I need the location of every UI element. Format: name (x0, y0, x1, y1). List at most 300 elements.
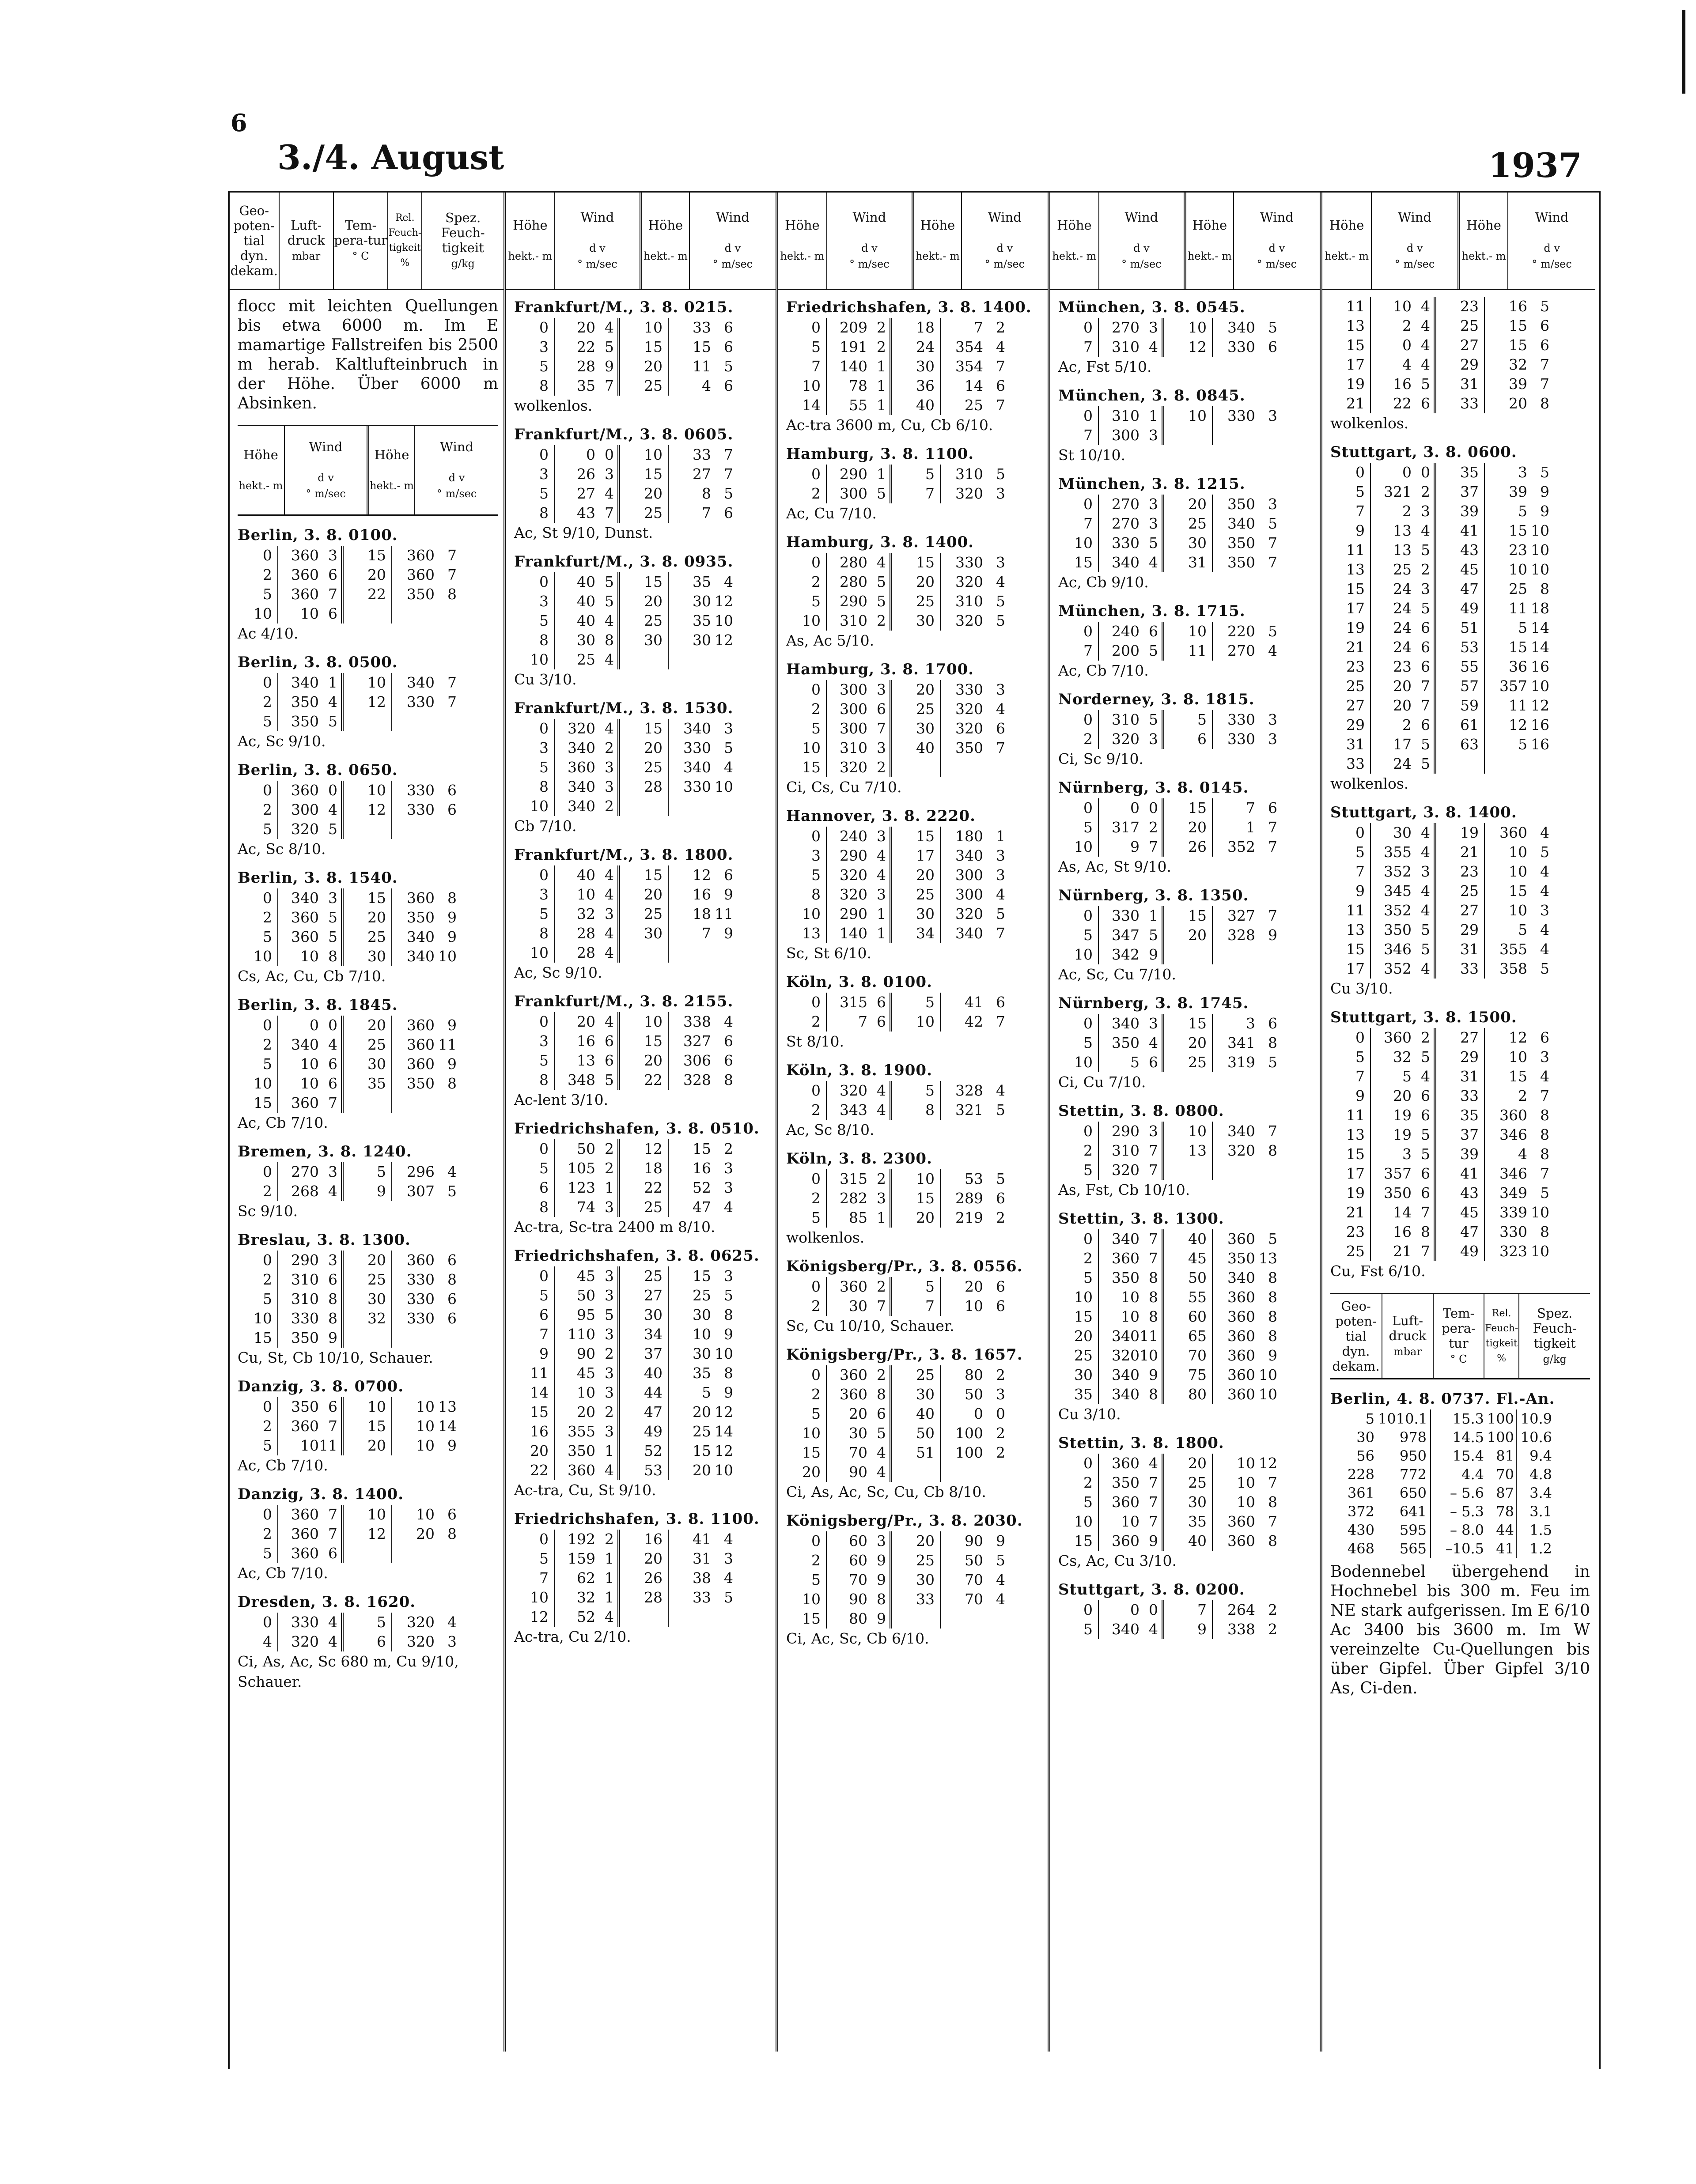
wind-row (514, 1461, 770, 1480)
wind-cell: 7 (1268, 534, 1277, 552)
wind-cell: 25 (693, 1423, 711, 1440)
wind-cell: 7 (996, 358, 1005, 375)
wind-cell: 10 (1531, 1243, 1549, 1260)
wind-cell: 90 (849, 1591, 867, 1608)
wind-cell: 10 (1509, 1048, 1527, 1066)
wind-cell: 0 (996, 1405, 1005, 1422)
wind-cell: 50 (965, 1386, 983, 1403)
station-title: Berlin, 3. 8. 1540. (238, 869, 398, 887)
cloud-note: Cu 3/10. (1330, 980, 1393, 997)
station-block (786, 1344, 1042, 1502)
station-title: Königsberg/Pr., 3. 8. 0556. (786, 1258, 1023, 1275)
wind-cell: 5 (595, 572, 620, 592)
wind-cell: 63 (1436, 735, 1485, 754)
wind-cell: 4 (595, 1607, 620, 1627)
wind-cell: 4 (1540, 1068, 1549, 1085)
station-title: Berlin, 3. 8. 0500. (238, 654, 398, 671)
cloud-note: Ac, Cu 7/10. (786, 505, 877, 522)
column-3 (778, 193, 1048, 2052)
wind-cell: 321 (1384, 483, 1412, 500)
wind-cell: 320 (840, 1082, 867, 1099)
wind-cell: 52 (577, 1608, 595, 1625)
station-block (1058, 1100, 1314, 1200)
ascent-cell: 650 (1378, 1484, 1431, 1502)
wind-row (786, 904, 1042, 924)
wind-cell: 10 (1237, 1493, 1255, 1511)
wind-cell: 3 (996, 847, 1005, 864)
wind-cell: 43 (1436, 1183, 1485, 1203)
wind-cell: 10 (715, 1462, 733, 1479)
wind-cell: 4 (238, 1632, 278, 1651)
ascent-row (1330, 1428, 1590, 1447)
wind-cell (392, 1328, 435, 1348)
wind-cell: 0 (319, 1016, 344, 1035)
wind-cell: 37 (1436, 482, 1485, 502)
wind-cell (892, 1609, 941, 1629)
station-title: Königsberg/Pr., 3. 8. 1657. (786, 1346, 1023, 1364)
wind-cell: 9 (319, 1328, 344, 1348)
wind-cell: 5 (319, 712, 344, 731)
wind-cell: 350 (955, 739, 983, 756)
wind-cell: 1 (595, 1178, 620, 1198)
wind-cell: 50 (892, 1424, 941, 1443)
wind-row (514, 924, 770, 943)
wind-cell: 30 (1164, 1493, 1213, 1512)
wind-cell: 5 (786, 719, 827, 738)
wind-cell: 0 (786, 827, 827, 846)
wind-cell: 7 (1164, 1600, 1213, 1620)
wind-cell: 40 (1164, 1531, 1213, 1551)
wind-cell: 7 (514, 1568, 555, 1588)
column-header-wind (1322, 193, 1595, 290)
wind-cell: 5 (786, 1404, 827, 1424)
ascent-cell: 30 (1356, 1429, 1374, 1446)
wind-cell: 3 (1412, 862, 1436, 881)
wind-cell: 25 (1436, 316, 1485, 336)
wind-cell: 10 (1237, 1455, 1255, 1472)
wind-row (1058, 906, 1314, 926)
wind-cell: 7 (702, 925, 711, 942)
cloud-note: Ac, Sc 9/10. (238, 733, 326, 750)
wind-cell: 10 (715, 1345, 733, 1362)
wind-cell: 21 (1330, 394, 1371, 413)
wind-cell: 30 (693, 1345, 711, 1362)
wind-cell: 0 (786, 1365, 827, 1385)
wind-cell: 10 (786, 738, 827, 758)
wind-cell: 2 (238, 908, 278, 927)
wind-cell: 7 (447, 674, 457, 691)
ascent-cell: 1.2 (1529, 1540, 1552, 1557)
wind-cell: 10 (1531, 561, 1549, 578)
wind-cell: 8 (1268, 1142, 1277, 1159)
wind-cell: 8 (447, 1525, 457, 1542)
wind-cell: 5 (1518, 736, 1527, 753)
ascent-subheader (1330, 1293, 1590, 1379)
wind-cell: 6 (1140, 622, 1164, 641)
wind-cell: 3 (1140, 495, 1164, 514)
wind-cell: 10 (514, 943, 555, 963)
wind-cell: 5 (996, 1552, 1005, 1569)
wind-cell: 4 (1412, 336, 1436, 355)
wind-cell: 10 (620, 1012, 669, 1032)
wind-row (786, 1531, 1042, 1551)
wind-cell: 8 (514, 1198, 555, 1217)
station-block (1330, 802, 1590, 999)
wind-cell: 4 (447, 1163, 457, 1180)
wind-cell: 360 (1227, 1386, 1255, 1403)
wind-cell: 5 (1518, 921, 1527, 938)
wind-cell: 7 (974, 319, 983, 336)
wind-row (1330, 638, 1590, 657)
column-4 (1050, 193, 1320, 2052)
wind-cell: 1 (867, 357, 892, 376)
wind-cell: 358 (1499, 960, 1527, 977)
wind-cell: 10 (786, 1424, 827, 1443)
wind-cell (1213, 1160, 1255, 1180)
cloud-note: Cu 3/10. (1058, 1406, 1121, 1423)
wind-cell: 15 (892, 827, 941, 846)
wind-row (238, 585, 498, 604)
ascent-cell: 9.4 (1529, 1447, 1552, 1464)
wind-cell: 315 (840, 994, 867, 1011)
wind-cell: 2 (238, 800, 278, 820)
wind-row (1058, 495, 1314, 514)
wind-cell: 3 (724, 1160, 733, 1177)
wind-cell: 10 (1164, 1122, 1213, 1141)
wind-cell: 1 (1140, 906, 1164, 926)
header-luftdruck: Luft-druck mbar (279, 193, 333, 289)
wind-cell: 31 (1164, 553, 1213, 572)
wind-cell: 37 (620, 1344, 669, 1364)
wind-cell: 282 (840, 1190, 867, 1207)
header-wind: Wind d v ° m/sec (555, 193, 641, 289)
wind-cell: 5 (892, 465, 941, 484)
wind-cell: 8 (1540, 1126, 1549, 1143)
wind-cell: 6 (1412, 1183, 1436, 1203)
wind-cell: 290 (840, 465, 867, 483)
wind-row (1058, 553, 1314, 572)
wind-cell: 3 (996, 485, 1005, 502)
wind-cell: 28 (577, 944, 595, 961)
wind-row (1330, 482, 1590, 502)
wind-row (1330, 579, 1590, 599)
station-title: Köln, 3. 8. 2300. (786, 1150, 932, 1168)
wind-cell: 51 (1436, 618, 1485, 638)
wind-cell: 10 (786, 904, 827, 924)
wind-cell: 4 (1412, 823, 1436, 843)
wind-row (514, 1070, 770, 1090)
wind-cell: 25 (620, 758, 669, 777)
station-block (514, 297, 770, 416)
wind-cell: 3 (1412, 579, 1436, 599)
wind-row (786, 993, 1042, 1012)
wind-cell: 33 (1436, 394, 1485, 413)
wind-cell: 0 (586, 446, 595, 463)
wind-cell: 49 (620, 1422, 669, 1441)
station-title: München, 3. 8. 1715. (1058, 602, 1246, 620)
wind-cell: 25 (577, 651, 595, 668)
wind-cell: 5 (1412, 754, 1436, 774)
wind-cell: 340 (1112, 554, 1140, 571)
wind-cell (435, 1328, 457, 1348)
wind-cell: 15 (1509, 882, 1527, 899)
wind-row (1058, 1014, 1314, 1033)
cloud-note: Ci, Sc 9/10. (1058, 750, 1143, 767)
wind-cell: 27 (577, 485, 595, 502)
wind-cell: 5 (1540, 464, 1549, 481)
wind-cell: 7 (996, 739, 1005, 756)
wind-cell: 14 (965, 377, 983, 394)
wind-cell: 10 (1164, 622, 1213, 641)
ascent-row (1330, 1521, 1590, 1539)
wind-cell: 328 (683, 1071, 711, 1088)
wind-cell: 2 (786, 1012, 827, 1032)
wind-cell: 32 (577, 905, 595, 922)
wind-row (238, 781, 498, 800)
wind-cell: 320 (955, 485, 983, 502)
wind-cell: 31 (1436, 1067, 1485, 1086)
wind-cell: 25 (892, 1365, 941, 1385)
wind-cell: 1 (867, 924, 892, 943)
wind-cell: 10 (1509, 902, 1527, 919)
wind-cell: 0 (514, 1139, 555, 1159)
wind-row (238, 1251, 498, 1270)
wind-cell: 3 (1140, 729, 1164, 749)
wind-cell: 30 (620, 924, 669, 943)
wind-cell: 10 (1531, 677, 1549, 695)
wind-cell: 3 (867, 738, 892, 758)
wind-cell: 5 (344, 1162, 392, 1182)
wind-cell: 5 (1268, 1054, 1277, 1071)
wind-cell: 6 (996, 1278, 1005, 1295)
wind-cell: 80 (849, 1610, 867, 1627)
wind-row (1330, 657, 1590, 676)
station-block (786, 659, 1042, 797)
wind-cell: 7 (319, 1524, 344, 1544)
wind-cell: 4 (996, 338, 1005, 355)
wind-cell: 6 (1140, 1053, 1164, 1072)
wind-cell: 310 (291, 1271, 319, 1288)
wind-cell (941, 1462, 983, 1482)
wind-cell: 25 (620, 1198, 669, 1217)
station-block (1058, 689, 1314, 769)
page-year: 1937 (1488, 146, 1582, 185)
wind-cell: 29 (1436, 1047, 1485, 1067)
wind-cell: 4 (867, 553, 892, 572)
station-title: Stuttgart, 3. 8. 0200. (1058, 1581, 1245, 1598)
wind-cell: 15 (1164, 1014, 1213, 1033)
wind-cell: 310 (1112, 338, 1140, 355)
wind-row (786, 699, 1042, 719)
wind-row (1330, 920, 1590, 940)
wind-cell: 10 (416, 1398, 435, 1415)
wind-cell: 307 (407, 1183, 435, 1200)
wind-cell: 0 (238, 1397, 278, 1417)
wind-cell: 20 (344, 565, 392, 585)
wind-cell: 6 (1540, 317, 1549, 334)
wind-cell: 4 (319, 1182, 344, 1201)
header-hoehe: Höhe hekt.- m (1459, 193, 1508, 289)
wind-cell: 3 (786, 846, 827, 865)
wind-cell: 90 (965, 1532, 983, 1549)
wind-cell: 30 (344, 1054, 392, 1074)
wind-cell: 340 (407, 928, 435, 945)
wind-cell: 330 (1499, 1223, 1527, 1240)
wind-cell: 289 (955, 1190, 983, 1207)
station-title: Stettin, 3. 8. 0800. (1058, 1102, 1224, 1120)
wind-cell (983, 1462, 1005, 1482)
wind-cell (620, 1607, 669, 1627)
wind-cell: 0 (1058, 406, 1099, 426)
wind-cell: 7 (867, 1296, 892, 1316)
wind-cell: 20 (1164, 1033, 1213, 1053)
wind-cell: 8 (724, 1306, 733, 1323)
wind-cell: 85 (849, 1209, 867, 1226)
cloud-note: Ac, Fst 5/10. (1058, 358, 1152, 375)
ascent-cell: 3.4 (1529, 1485, 1552, 1501)
wind-cell: 12 (514, 1607, 555, 1627)
wind-cell: 74 (577, 1198, 595, 1216)
wind-row (1330, 696, 1590, 715)
wind-cell: 24 (892, 337, 941, 357)
wind-cell: 338 (1227, 1621, 1255, 1638)
wind-cell: 5 (1540, 843, 1549, 861)
wind-cell (1255, 1160, 1277, 1180)
wind-cell: 5 (724, 485, 733, 502)
wind-row (514, 777, 770, 797)
cloud-note: Ac, Cb 9/10. (1058, 574, 1149, 591)
wind-cell: 4 (1412, 316, 1436, 336)
wind-cell: 80 (965, 1366, 983, 1383)
ascent-cell: 78 (1487, 1502, 1517, 1521)
wind-cell: 16 (620, 1530, 669, 1549)
wind-cell: 4 (996, 573, 1005, 590)
wind-cell: 3 (595, 1422, 620, 1441)
wind-cell: 23 (1436, 297, 1485, 316)
wind-cell: 360 (291, 547, 319, 564)
wind-row (514, 1588, 770, 1607)
wind-row (786, 337, 1042, 357)
wind-cell: 45 (577, 1267, 595, 1285)
wind-cell: 11 (1330, 901, 1371, 920)
wind-row (1330, 1222, 1590, 1242)
wind-cell: 53 (1436, 638, 1485, 657)
wind-cell: 4 (724, 1013, 733, 1030)
wind-cell: 15 (693, 1267, 711, 1285)
wind-cell: 2 (595, 1344, 620, 1364)
wind-cell: 8 (1540, 580, 1549, 597)
wind-cell: 8 (1140, 1288, 1164, 1307)
column-2 (506, 193, 776, 2052)
wind-cell: 5 (1540, 960, 1549, 977)
wind-row (1058, 1326, 1314, 1346)
wind-cell: 37 (1436, 1125, 1485, 1145)
station-title: Stettin, 3. 8. 1800. (1058, 1434, 1224, 1452)
station-block (514, 551, 770, 690)
wind-row (514, 1286, 770, 1305)
wind-cell: 0 (1058, 622, 1099, 641)
wind-cell: 7 (1058, 514, 1099, 533)
wind-row (1330, 1125, 1590, 1145)
wind-cell: 323 (1499, 1243, 1527, 1260)
wind-cell: 2 (996, 319, 1005, 336)
wind-cell: 13 (1259, 1250, 1277, 1267)
wind-cell: 49 (1436, 599, 1485, 618)
header-luftdruck: Luft-druck mbar (1382, 1294, 1433, 1378)
wind-cell: 25 (1058, 1346, 1099, 1365)
wind-cell: 270 (291, 1163, 319, 1180)
wind-cell: 5 (514, 1159, 555, 1178)
wind-cell: 11 (514, 1364, 555, 1383)
wind-cell: 300 (291, 801, 319, 818)
wind-cell: 14 (786, 396, 827, 415)
wind-row (786, 865, 1042, 885)
wind-cell: 20 (693, 1462, 711, 1479)
wind-cell: 310 (955, 465, 983, 483)
wind-cell: 15 (693, 338, 711, 355)
wind-row (1058, 1229, 1314, 1249)
wind-cell: 0 (786, 1169, 827, 1189)
wind-cell: 33 (693, 319, 711, 336)
wind-cell: 15 (1058, 553, 1099, 572)
ascent-cell: 100 (1487, 1409, 1517, 1428)
wind-cell: 340 (1112, 1366, 1140, 1383)
wind-cell: 5 (238, 585, 278, 604)
wind-cell: 4 (1402, 356, 1412, 373)
wind-cell: 9 (447, 1437, 457, 1454)
wind-cell: 15 (620, 719, 669, 738)
wind-cell: 10 (1531, 522, 1549, 539)
wind-cell: 11 (1509, 600, 1527, 617)
wind-row (514, 1051, 770, 1070)
wind-cell: 3 (996, 1386, 1005, 1403)
wind-row (1058, 1512, 1314, 1531)
wind-row (514, 503, 770, 523)
wind-cell: 2 (1268, 1621, 1277, 1638)
wind-cell: 3 (319, 1251, 344, 1270)
wind-cell: 330 (683, 778, 711, 795)
wind-cell: 0 (238, 1505, 278, 1524)
wind-cell: 10 (1509, 561, 1527, 578)
wind-row (1330, 1086, 1590, 1106)
wind-cell (1164, 945, 1213, 964)
wind-cell: 2 (595, 1159, 620, 1178)
wind-row (238, 1505, 498, 1524)
wind-cell: 16 (1531, 736, 1549, 753)
station-block (786, 1148, 1042, 1248)
wind-cell: 20 (620, 738, 669, 758)
wind-cell: 3 (867, 885, 892, 904)
wind-cell: 290 (840, 847, 867, 864)
wind-cell: 8 (1268, 1493, 1277, 1511)
wind-cell: 300 (955, 886, 983, 903)
wind-row (238, 1054, 498, 1074)
wind-cell: 10 (300, 1437, 319, 1454)
station-block (786, 1060, 1042, 1140)
wind-cell: 5 (1412, 940, 1436, 959)
wind-cell (669, 1607, 711, 1627)
wind-cell: 346 (1499, 1126, 1527, 1143)
wind-cell: 5 (319, 927, 344, 947)
wind-row (514, 719, 770, 738)
station-block (238, 994, 498, 1133)
wind-cell: 8 (1140, 1268, 1164, 1288)
wind-cell: 159 (568, 1550, 595, 1567)
wind-cell: 10 (1531, 1204, 1549, 1221)
wind-cell: 0 (1402, 336, 1412, 354)
wind-cell: 8 (447, 586, 457, 603)
cloud-note: Ac, Sc 8/10. (238, 840, 326, 858)
